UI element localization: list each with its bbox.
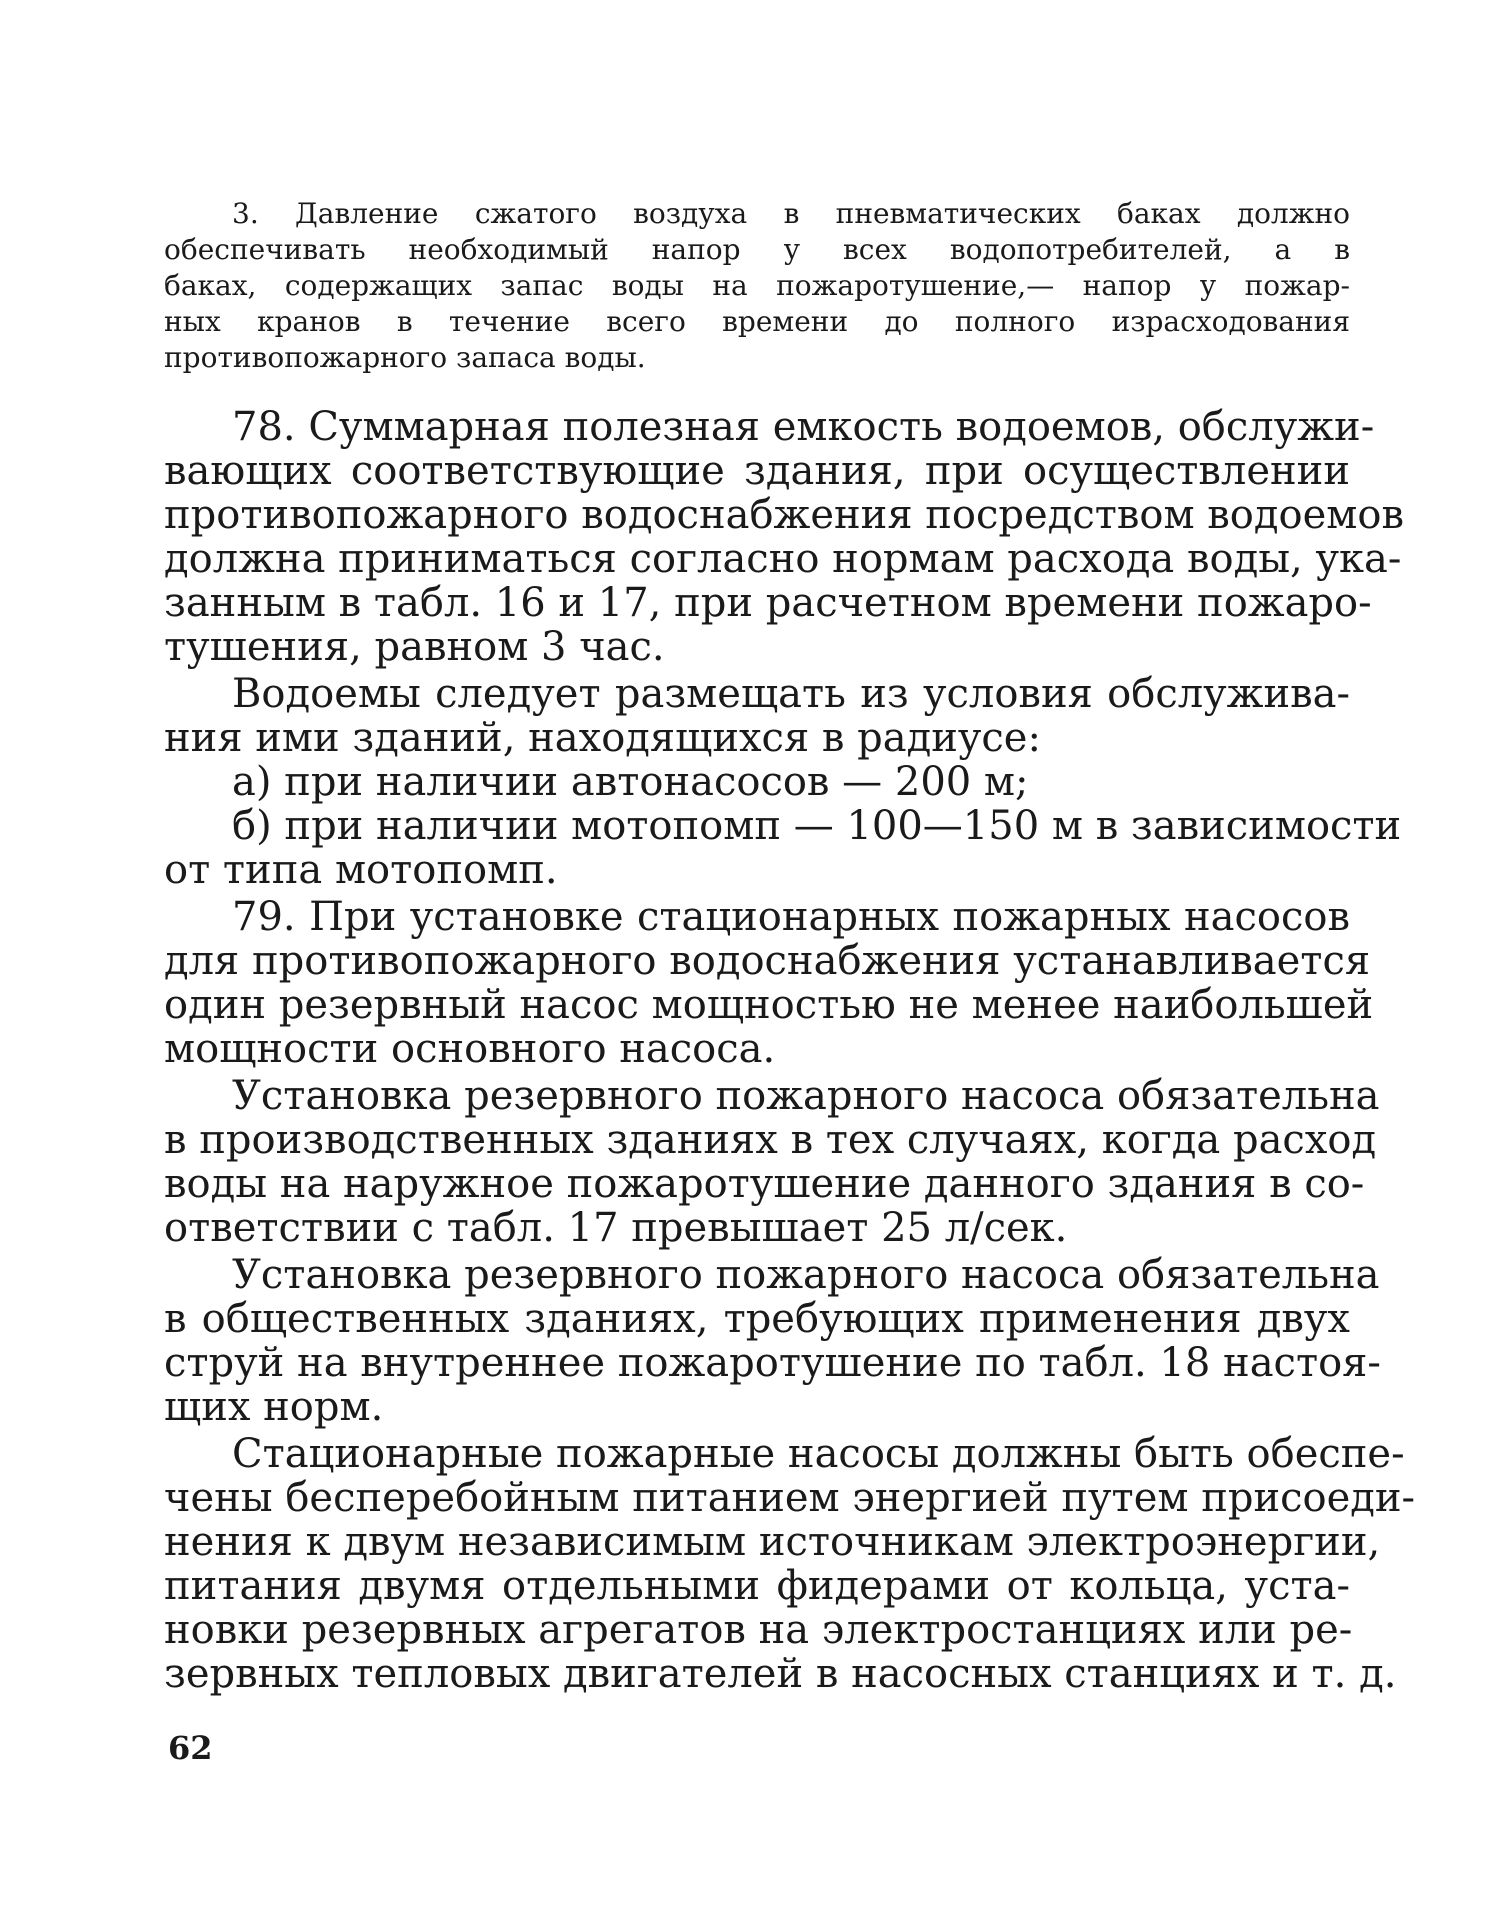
text-line: тушения, равном 3 час.: [164, 624, 665, 670]
text-line: ных кранов в течение всего времени до полного израсходования: [164, 305, 1350, 338]
text-line: от типа мотопомп.: [164, 847, 558, 893]
text-line: Установка резервного пожарного насоса обязательна: [232, 1073, 1380, 1119]
text-line: Стационарные пожарные насосы должны быть обеспе-: [232, 1431, 1405, 1477]
text-line: вающих соответствующие здания, при осуществлении: [164, 448, 1350, 494]
text-line: занным в табл. 16 и 17, при расчетном времени пожаро-: [164, 580, 1372, 626]
text-line: 78. Суммарная полезная емкость водоемов, обслужи-: [232, 404, 1375, 450]
text-line: ответствии с табл. 17 превышает 25 л/сек.: [164, 1205, 1068, 1251]
list-item: б) при наличии мотопомп — 100—150 м в зависимости: [232, 803, 1402, 849]
text-line: чены бесперебойным питанием энергией путем присоеди-: [164, 1475, 1416, 1521]
text-line: струй на внутреннее пожаротушение по табл. 18 настоя-: [164, 1340, 1381, 1386]
text-line: щих норм.: [164, 1384, 384, 1430]
text-line: противопожарного водоснабжения посредством водоемов: [164, 492, 1404, 538]
text-line: 3. Давление сжатого воздуха в пневматических баках должно: [232, 197, 1350, 230]
text-line: 79. При установке стационарных пожарных насосов: [232, 894, 1350, 940]
text-line: ния ими зданий, находящихся в радиусе:: [164, 715, 1041, 761]
text-line: противопожарного запаса воды.: [164, 341, 646, 374]
text-line: новки резервных агрегатов на электростанциях или ре-: [164, 1607, 1353, 1653]
text-line: зервных тепловых двигателей в насосных станциях и т. д.: [164, 1651, 1397, 1697]
text-line: Водоемы следует размещать из условия обслужива-: [232, 671, 1350, 717]
text-line: баках, содержащих запас воды на пожаротушение,— напор у пожар-: [164, 269, 1350, 302]
text-line: один резервный насос мощностью не менее наибольшей: [164, 982, 1374, 1028]
text-line: мощности основного насоса.: [164, 1026, 776, 1072]
list-item: а) при наличии автонасосов — 200 м;: [232, 759, 1029, 805]
text-line: питания двумя отдельными фидерами от кольца, уста-: [164, 1563, 1350, 1609]
text-line: нения к двум независимым источникам электроэнергии,: [164, 1519, 1381, 1565]
text-line: в производственных зданиях в тех случаях, когда расход: [164, 1117, 1377, 1163]
page-number: 62: [168, 1729, 213, 1767]
text-line: Установка резервного пожарного насоса обязательна: [232, 1252, 1380, 1298]
text-line: в общественных зданиях, требующих применения двух: [164, 1296, 1350, 1342]
text-line: воды на наружное пожаротушение данного здания в со-: [164, 1161, 1365, 1207]
text-line: для противопожарного водоснабжения устанавливается: [164, 938, 1371, 984]
text-line: обеспечивать необходимый напор у всех водопотребителей, а в: [164, 233, 1350, 266]
text-line: должна приниматься согласно нормам расхода воды, ука-: [164, 536, 1402, 582]
